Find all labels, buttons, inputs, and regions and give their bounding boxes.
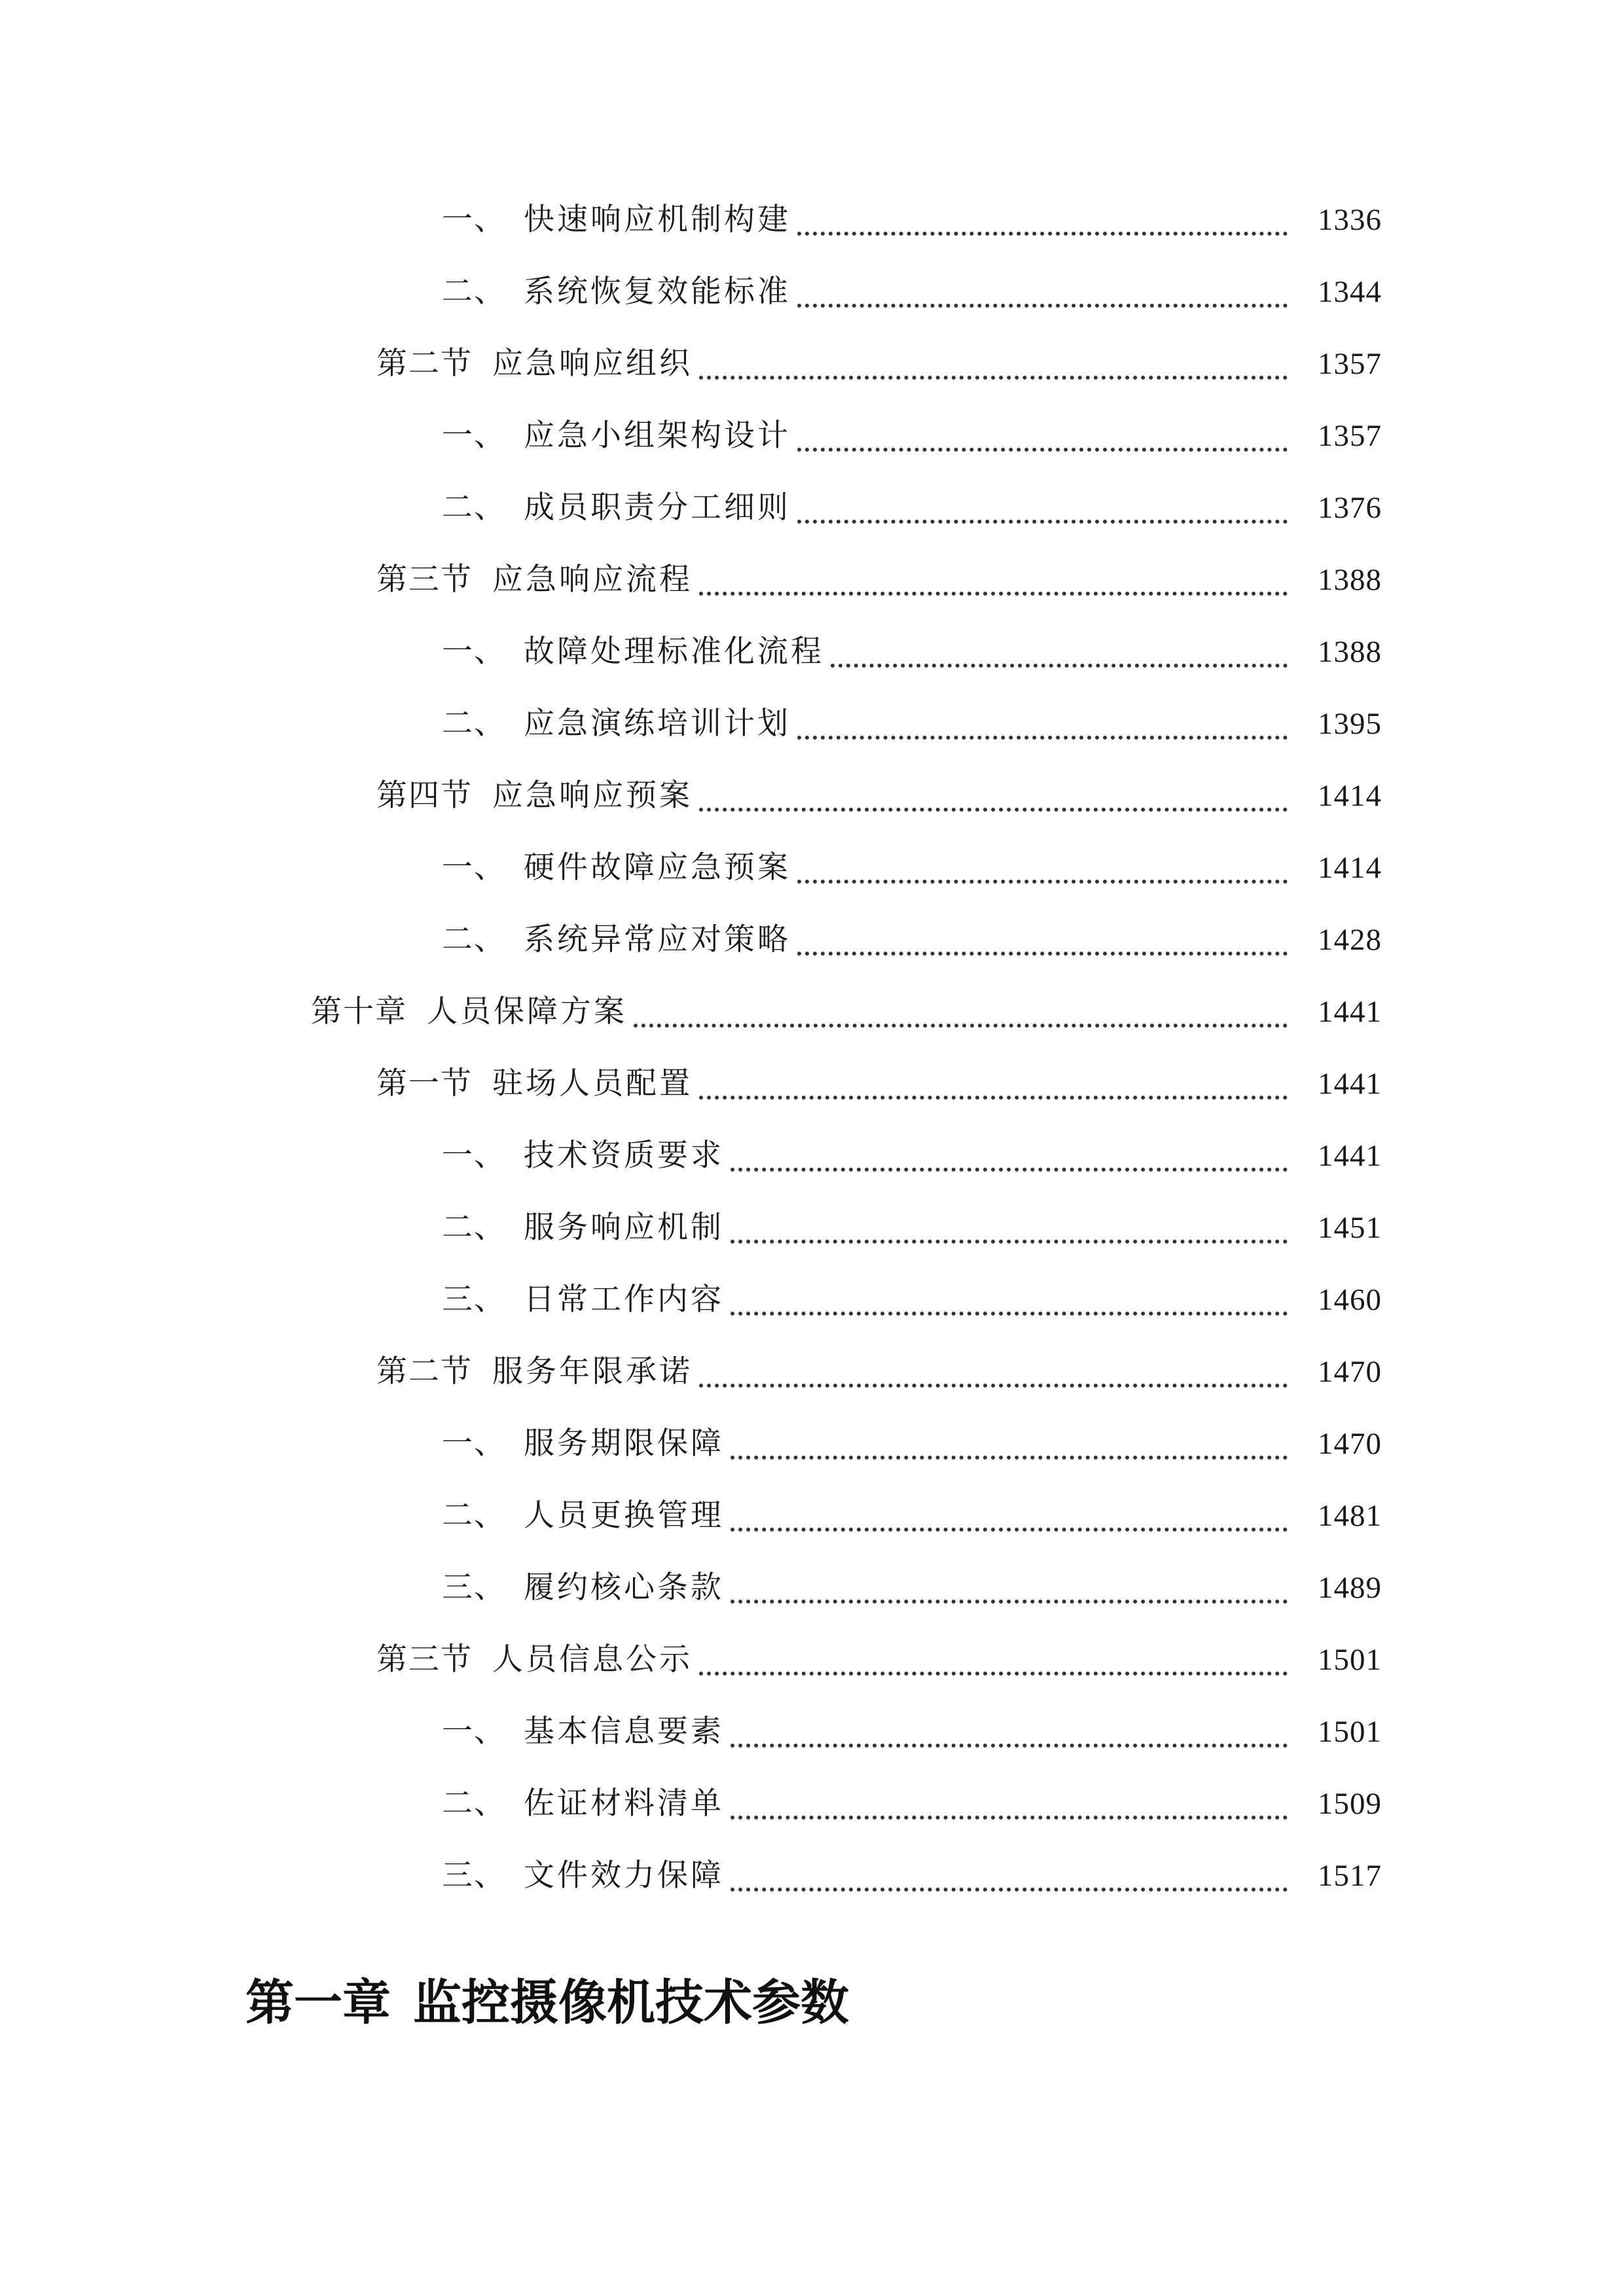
toc-entry[interactable] (376, 1636, 1382, 1683)
toc-entry-number: 第四节 (376, 778, 473, 814)
toc-entry-number: 一、 (442, 1138, 506, 1174)
toc-entry-number: 一、 (442, 634, 506, 670)
toc-dot-leader (699, 788, 1288, 812)
toc-entry-page: 1357 (1318, 347, 1382, 381)
toc-entry-number: 第十章 (311, 994, 407, 1030)
toc-entry-title: 应急响应组织 (492, 346, 693, 382)
toc-entry-number: 一、 (442, 1426, 506, 1462)
toc-entry-title: 故障处理标准化流程 (524, 634, 824, 670)
toc-entry[interactable] (442, 1780, 1382, 1827)
toc-entry-page: 1428 (1318, 923, 1382, 957)
toc-dot-leader (699, 1652, 1288, 1676)
toc-entry-title: 应急响应流程 (492, 562, 693, 598)
toc-entry-title: 履约核心条款 (524, 1570, 724, 1605)
toc-entry-page: 1441 (1318, 1139, 1382, 1173)
toc-entry-page: 1501 (1318, 1643, 1382, 1677)
toc-entry-page: 1481 (1318, 1499, 1382, 1533)
toc-entry-page: 1357 (1318, 419, 1382, 453)
toc-entry[interactable] (442, 1276, 1382, 1323)
toc-entry-title: 服务年限承诺 (492, 1354, 693, 1390)
toc-dot-leader (797, 716, 1288, 740)
toc-entry[interactable] (442, 268, 1382, 315)
toc-entry-number: 一、 (442, 418, 506, 454)
toc-dot-leader (731, 1868, 1288, 1892)
toc-entry-page: 1395 (1318, 707, 1382, 741)
toc-entry[interactable] (442, 628, 1382, 675)
toc-entry[interactable] (376, 1348, 1382, 1395)
toc-entry-number: 二、 (442, 706, 506, 742)
toc-entry-number: 第三节 (376, 1641, 473, 1677)
toc-entry-title: 快速响应机制构建 (524, 202, 791, 238)
toc-dot-leader (731, 1580, 1288, 1604)
toc-dot-leader (731, 1292, 1288, 1316)
toc-entry-title: 服务期限保障 (524, 1426, 724, 1462)
toc-entry[interactable] (442, 1420, 1382, 1467)
toc-dot-leader (797, 428, 1288, 452)
toc-entry[interactable] (442, 1204, 1382, 1251)
toc-dot-leader (699, 572, 1288, 596)
toc-entry-number: 二、 (442, 1785, 506, 1821)
toc-dot-leader (731, 1436, 1288, 1460)
toc-entry-page: 1470 (1318, 1427, 1382, 1461)
toc-entry-title: 硬件故障应急预案 (524, 850, 791, 886)
toc-entry[interactable] (442, 844, 1382, 891)
toc-dot-leader (731, 1508, 1288, 1532)
toc-entry[interactable] (376, 1060, 1382, 1107)
toc-entry-page: 1441 (1318, 995, 1382, 1029)
toc-entry-title: 人员保障方案 (427, 994, 627, 1030)
toc-entry-title: 日常工作内容 (524, 1282, 724, 1318)
toc-entry-page: 1441 (1318, 1067, 1382, 1101)
toc-entry-number: 第一节 (376, 1066, 473, 1102)
toc-entry[interactable] (442, 1492, 1382, 1539)
toc-entry-title: 系统异常应对策略 (524, 922, 791, 958)
toc-dot-leader (634, 1004, 1288, 1028)
toc-dot-leader (797, 932, 1288, 956)
chapter-heading (245, 1970, 849, 2036)
toc-entry-title: 技术资质要求 (524, 1138, 724, 1174)
toc-entry-title: 应急响应预案 (492, 778, 693, 814)
toc-entry-number: 一、 (442, 1713, 506, 1749)
toc-entry[interactable] (442, 484, 1382, 531)
toc-entry-number: 第二节 (376, 346, 473, 382)
toc-entry[interactable] (376, 556, 1382, 603)
toc-entry[interactable] (442, 916, 1382, 963)
toc-entry[interactable] (442, 412, 1382, 459)
toc-entry-number: 二、 (442, 922, 506, 958)
toc-entry-number: 第三节 (376, 562, 473, 598)
toc-dot-leader (699, 356, 1288, 380)
toc-entry[interactable] (442, 1564, 1382, 1611)
toc-entry[interactable] (311, 988, 1382, 1035)
toc-entry[interactable] (376, 772, 1382, 819)
toc-entry[interactable] (442, 1852, 1382, 1899)
toc-entry-title: 人员更换管理 (524, 1498, 724, 1534)
toc-dot-leader (831, 644, 1288, 668)
toc-entry-number: 一、 (442, 202, 506, 238)
toc-entry-page: 1517 (1318, 1859, 1382, 1893)
toc-entry-page: 1414 (1318, 779, 1382, 813)
toc-dot-leader (731, 1724, 1288, 1748)
toc-entry-title: 系统恢复效能标准 (524, 274, 791, 310)
toc-entry-number: 第二节 (376, 1354, 473, 1390)
toc-entry-page: 1388 (1318, 563, 1382, 597)
toc-entry-number: 二、 (442, 1498, 506, 1534)
toc-entry-page: 1336 (1318, 203, 1382, 237)
toc-entry-title: 文件效力保障 (524, 1857, 724, 1893)
toc-entry-page: 1460 (1318, 1283, 1382, 1317)
toc-dot-leader (731, 1796, 1288, 1820)
toc-entry-title: 应急小组架构设计 (524, 418, 791, 454)
toc-entry-page: 1414 (1318, 851, 1382, 885)
toc-entry-title: 佐证材料清单 (524, 1785, 724, 1821)
toc-entry-title: 成员职责分工细则 (524, 490, 791, 526)
toc-entry[interactable] (442, 700, 1382, 747)
toc-entry-number: 三、 (442, 1570, 506, 1605)
toc-entry-page: 1501 (1318, 1715, 1382, 1749)
toc-entry-page: 1470 (1318, 1355, 1382, 1389)
toc-entry-page: 1489 (1318, 1571, 1382, 1605)
toc-dot-leader (731, 1148, 1288, 1172)
chapter-title: 监控摄像机技术参数 (413, 1975, 849, 2031)
toc-entry-page: 1451 (1318, 1211, 1382, 1245)
toc-dot-leader (797, 500, 1288, 524)
toc-entry-title: 服务响应机制 (524, 1210, 724, 1246)
toc-entry-number: 三、 (442, 1857, 506, 1893)
toc-entry-title: 应急演练培训计划 (524, 706, 791, 742)
toc-entry-number: 一、 (442, 850, 506, 886)
toc-entry[interactable] (442, 1132, 1382, 1179)
chapter-number: 第一章 (245, 1975, 391, 2031)
toc-entry-page: 1509 (1318, 1787, 1382, 1821)
toc-entry-page: 1344 (1318, 275, 1382, 309)
toc-entry-title: 驻场人员配置 (492, 1066, 693, 1102)
toc-entry-number: 二、 (442, 274, 506, 310)
toc-entry[interactable] (442, 1708, 1382, 1755)
toc-entry-title: 基本信息要素 (524, 1713, 724, 1749)
toc-dot-leader (699, 1076, 1288, 1100)
toc-dot-leader (797, 284, 1288, 308)
toc-entry-number: 三、 (442, 1282, 506, 1318)
toc-dot-leader (797, 860, 1288, 884)
toc-dot-leader (797, 212, 1288, 236)
toc-entry-title: 人员信息公示 (492, 1641, 693, 1677)
toc-dot-leader (699, 1364, 1288, 1388)
toc-entry-number: 二、 (442, 490, 506, 526)
toc-entry-page: 1388 (1318, 635, 1382, 669)
toc-entry[interactable] (442, 196, 1382, 243)
toc-entry-page: 1376 (1318, 491, 1382, 525)
toc-dot-leader (731, 1220, 1288, 1244)
toc-entry-number: 二、 (442, 1210, 506, 1246)
toc-entry[interactable] (376, 340, 1382, 387)
